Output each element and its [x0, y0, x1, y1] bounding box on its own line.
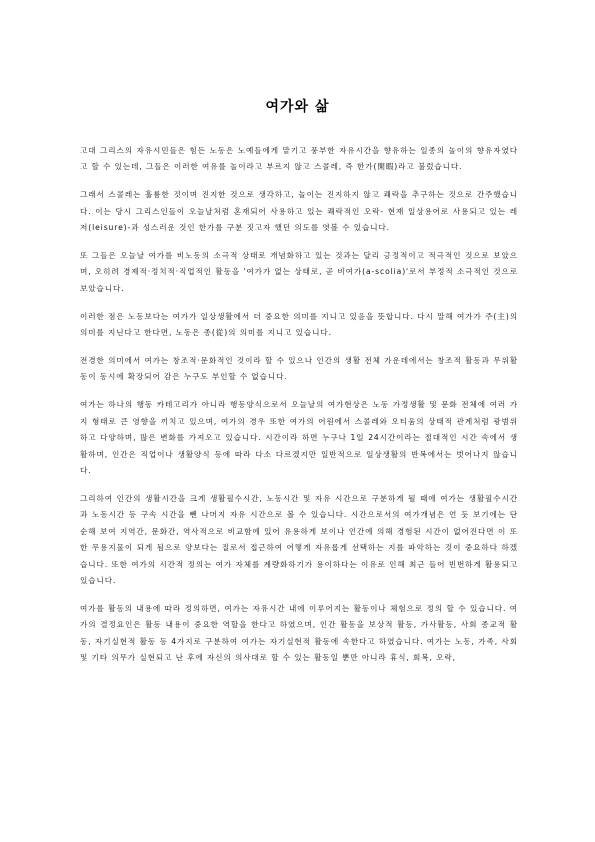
paragraph: 그래서 스콜레는 훌륭한 것이며 진지한 것으로 생각하고, 놀이는 진지하지 않고 쾌락을 추구하는 것으로 간주했습니다. 이는 당시 그리스인들이 오늘날처럼 혼재되어 사용하고 있는 쾌락적인 오락- 현재 일상용어로 사용되고 있는 레저(leisure)-과 성스러운 것인 한가를 구분 짓고자 했던 의도를 엿볼 수 있습니다. [80, 190, 518, 233]
paragraph: 여가를 활동의 내용에 따라 정의하면, 여가는 자유시간 내에 이루어지는 활동이나 체험으로 정의 할 수 있습니다. 여가의 결정요인은 활동 내용이 중요한 역할을 한다고 하였으며, 인간 활동을 보상적 활동, 가사활동, 사회 종교적 활동, 자기실현적 활동 등 4가지로 구분하여 여가는 자기실현적 활동에 속한다고 하였습니다. 여가는 노동, 가족, 사회 및 기타 의무가 실현되고 난 후에 자신의 의사대로 할 수 있는 활동일 뿐만 아니라 휴식, 회복, 오락, [80, 603, 518, 663]
paragraph: 전경한 의미에서 여가는 창조적·문화적인 것이라 할 수 있으나 인간의 생활 전체 가운데에서는 창조적 활동과 무위활동이 동시에 확장되어 감은 누구도 부인할 수 없습니다. [80, 356, 518, 382]
document-body [80, 143, 518, 678]
paragraph: 고대 그리스의 자유시민들은 힘든 노동은 노예들에게 맡기고 풍부한 자유시간을 향유하는 일종의 놀이의 향유자였다고 할 수 있는데, 그들은 이러한 여유를 놀이라고 부르지 않고 스콜레, 즉 한가(閑暇)라고 불렀습니다. [80, 146, 518, 172]
paragraph: 이러한 점은 노동보다는 여가가 일상생활에서 더 중요한 의미를 지니고 있음을 뜻합니다. 다시 말해 여가가 주(主)의 의미를 지닌다고 한다면, 노동은 종(從)의 의미를 지니고 있습니다. [80, 311, 518, 338]
document-title: 여가와 삶 [265, 99, 330, 115]
paragraph: 또 그들은 오늘날 여가를 비노동의 소극적 상태로 개념화하고 있는 것과는 달리 긍정적이고 적극적인 것으로 보았으며, 오히려 경제적·정치적·직업적인 활동을 '여가가 없는 상태로, 곧 비여가(a-scolia)'로서 부정적 소극적인 것으로 보았습니다. [80, 251, 518, 293]
paragraph: 여가는 하나의 행동 카테고리가 아니라 행동양식으로서 오늘날의 여가현상은 노동 가정생활 및 문화 전체에 여러 가지 형태로 큰 영향을 끼치고 있으며, 여가의 경우 또한 여가의 어원에서 스콜레와 오티움의 상태적 관계처럼 광범위하고 다양하며, 많은 변화를 가져오고 있습니다. 시간이라 하면 누구나 1일 24시간이라는 절대적인 시간 속에서 생활하며, 인간은 직업이나 생활양식 등에 따라 다소 다르겠지만 일반적으로 일상생활의 반복에서는 벗어나지 않습니다. [80, 400, 518, 475]
paragraph: 그리하여 인간의 생활시간을 크게 생활필수시간, 노동시간 및 자유 시간으로 구분하게 될 때에 여가는 생활필수시간과 노동시간 등 구속 시간을 뺀 나머지 자유 시간으로 볼 수 있습니다. 시간으로서의 여가개념은 언 듯 보기에는 단순해 보여 지역간, 문화간, 역사적으로 비교함에 있어 유용하게 보이나 인간에 의해 경험된 시간이 없어진다면 이 또한 무용지물이 되게 됨으로 양보다는 질로서 접근하여 어떻게 자유롭게 선택하는 지를 파악하는 것이 중요하다 하겠습니다. 또한 여가의 시간적 정의는 여가 자체를 계량화하기가 용이하다는 이유로 인해 최근 들어 빈번하게 활용되고 있습니다. [80, 493, 518, 585]
